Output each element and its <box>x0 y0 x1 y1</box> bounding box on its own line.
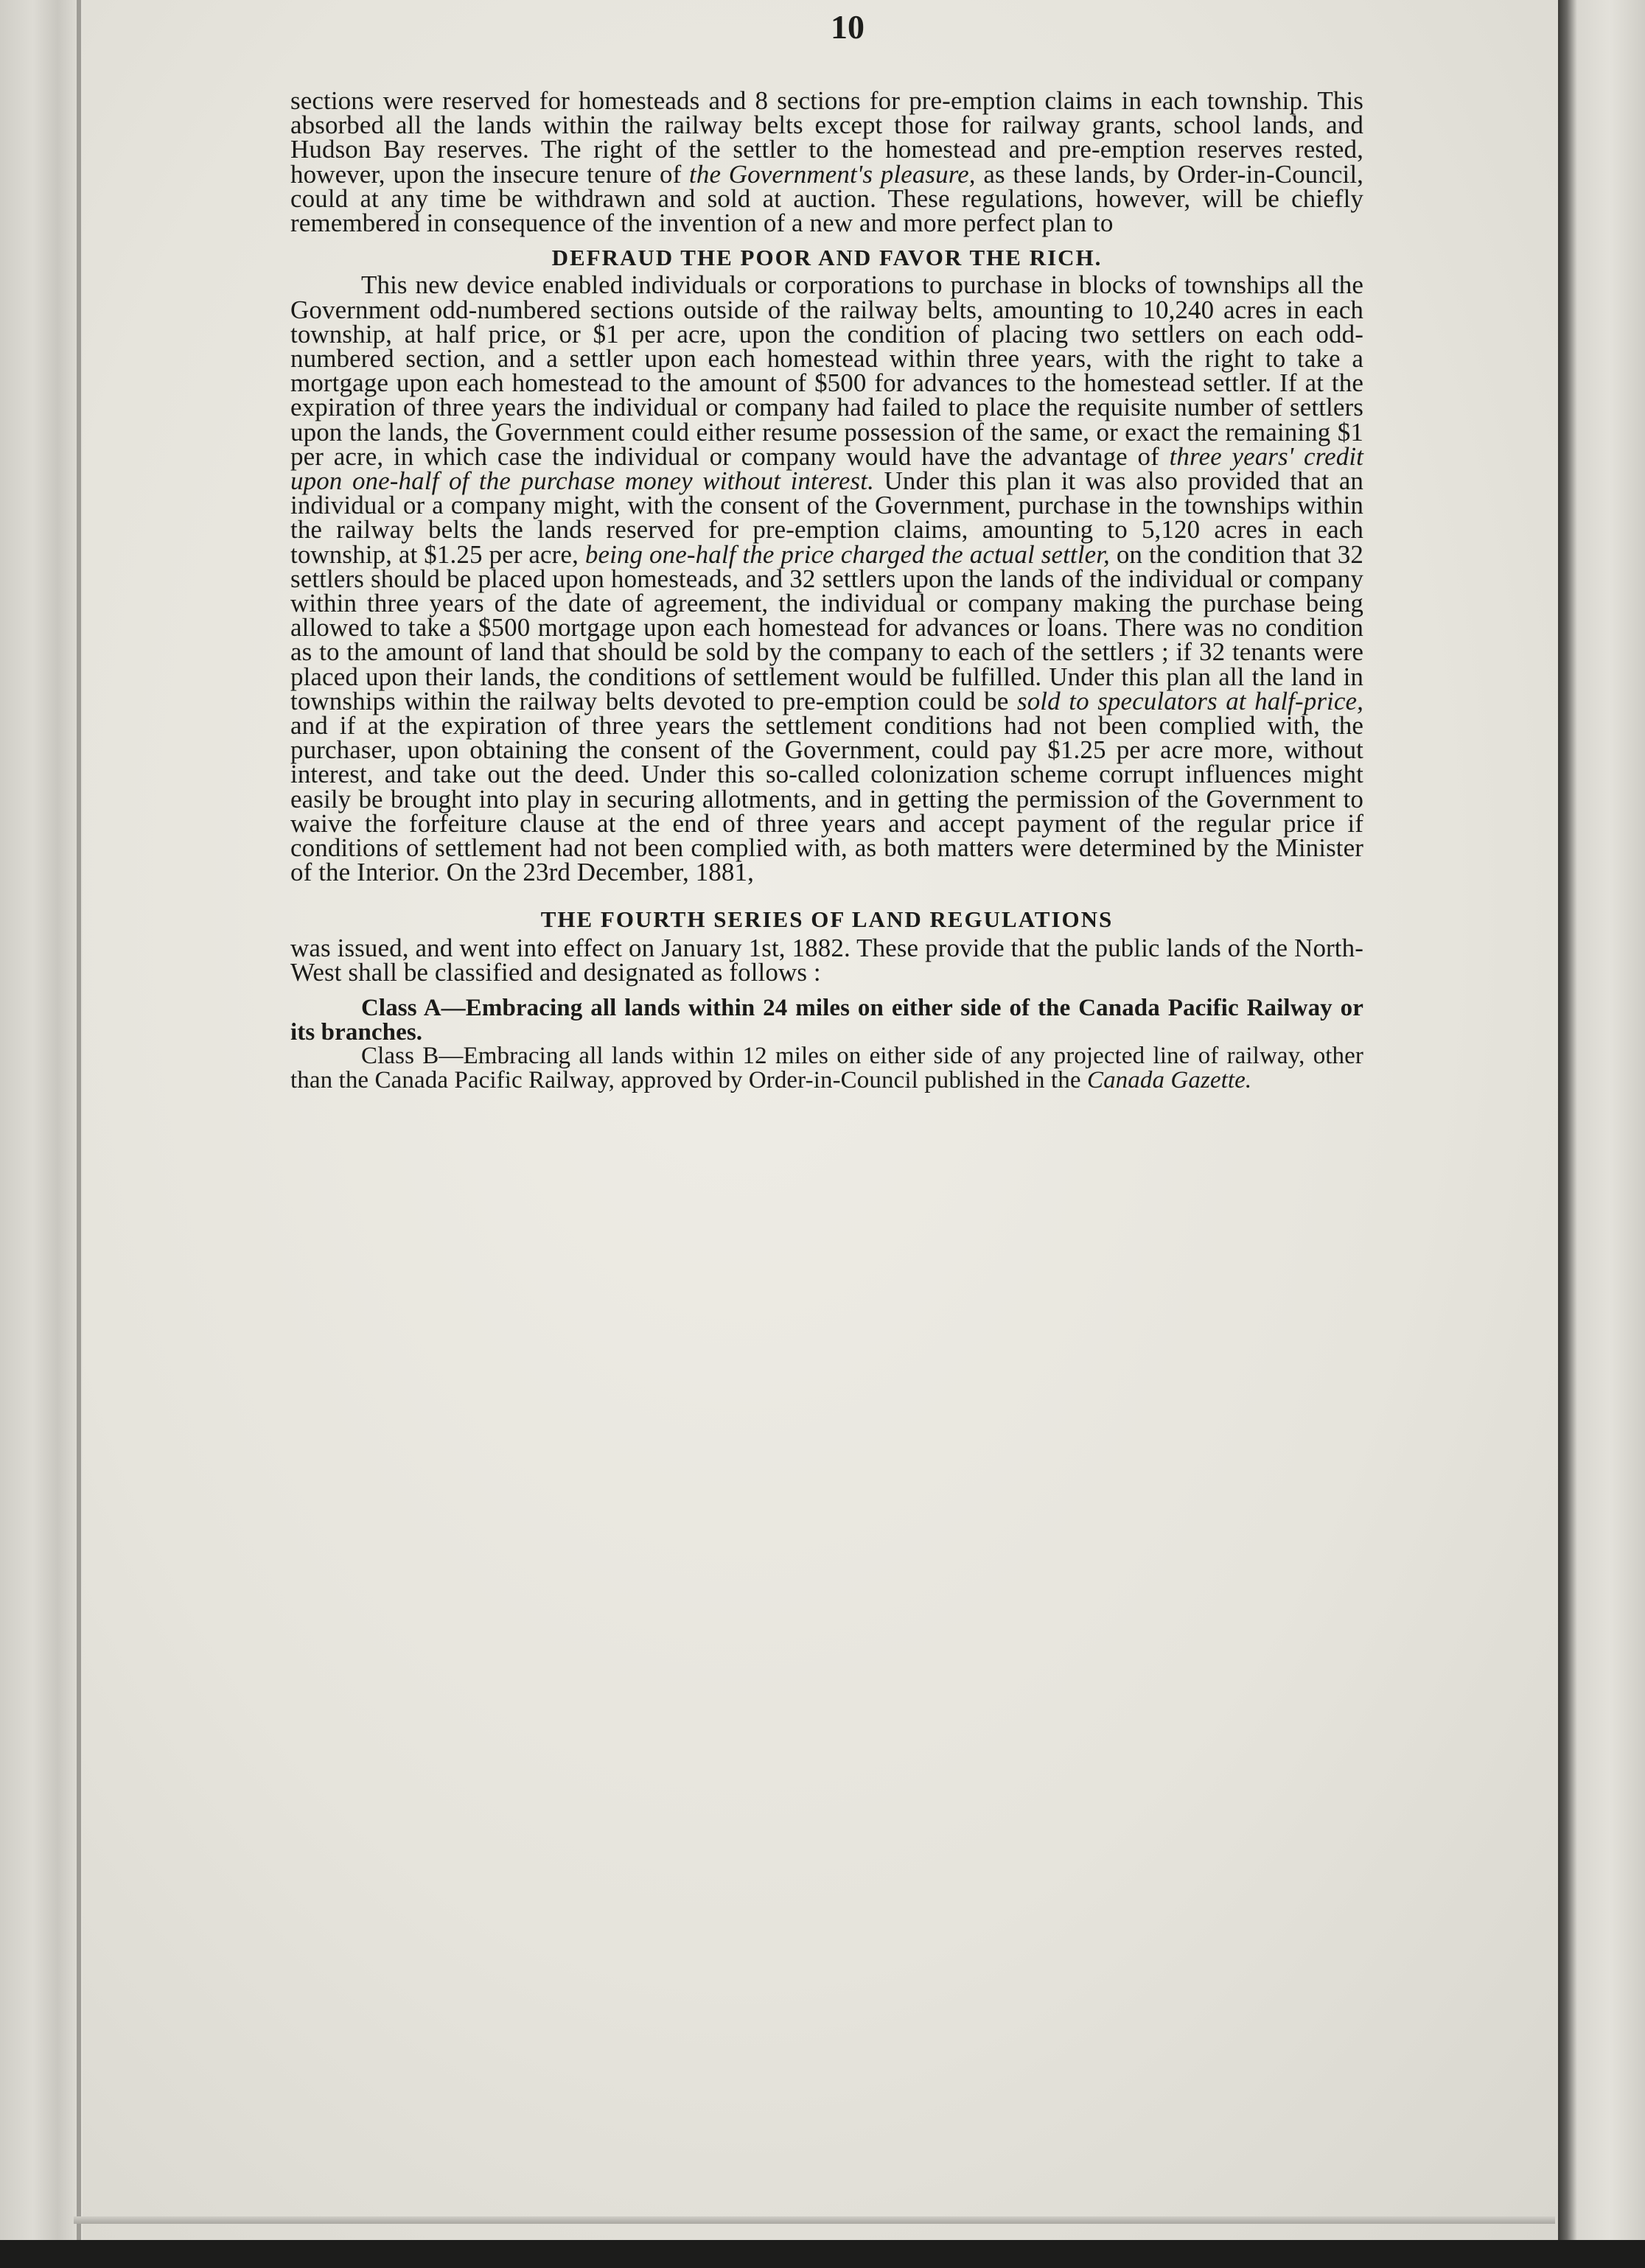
scanner-bottom-band <box>0 2240 1645 2268</box>
page-number: 10 <box>831 8 865 46</box>
section-heading-fourth-series: THE FOURTH SERIES OF LAND REGULATIONS <box>540 906 1114 932</box>
paragraph-2-text-1: This new device enabled individuals or corporations to purchase in blocks of townships all the Government odd-numbered sections outside of the railway belts, amounting to 10,240 acres in each township, at half price, or $1 per acre, upon the condition of placing two settlers on each odd-numbered section, and a settler upon each homestead within three years, with the right to take a mortgage upon each homestead to the amount of $500 for advances to the homestead settler. If at the expiration of three years the individual or company had failed to place the requisite number of settlers upon the lands, the Government could either resume possession of the same, or exact the remaining $1 per acre, in which case the individual or company would have the advantage of <box>290 270 1363 471</box>
paragraph-2-italic-3: sold to speculators at half-price, <box>1016 686 1363 715</box>
body-text <box>290 88 1363 1092</box>
class-b-italic: Canada Gazette. <box>1086 1066 1252 1093</box>
paragraph-1 <box>290 86 1364 238</box>
paragraph-2 <box>290 270 1364 887</box>
paragraph-1-text-2: as these lands, by Order-in-Council, could at any time be withdrawn and sold at auction. These regulations, however, will be chiefly remembered in consequence of the invention of a new and more perfect plan to <box>290 159 1364 238</box>
paragraph-2-italic-1: three years' credit upon one-half of the purchase money without interest. <box>290 441 1363 496</box>
right-page-edge <box>1558 0 1645 2268</box>
paragraph-1-text-1: sections were reserved for homesteads and 8 sections for pre-emption claims in each township. This absorbed all the lands within the railway belts except those for railway grants, school lands, and Hudson Bay reserves. The right of the settler to the homestead and pre-emption reserves rested, however, upon the insecure tenure of <box>290 86 1363 189</box>
class-b-text: Class B—Embracing all lands within 12 miles on either side of any projected line of railway, other than the Canada Pacific Railway, approved by Order-in-Council published in the <box>290 1043 1363 1093</box>
paragraph-2-italic-2: being one-half the price charged the actual settler, <box>584 539 1110 569</box>
paragraph-2-text-3: on the condition that 32 settlers should be placed upon homesteads, and 32 settlers upon the lands of the individual or company within three years of the date of agreement, the individual or company making the purchase being allowed to take a $500 mortgage upon each homestead for advances or loans. There was no condition as to the amount of land that should be sold by the company to each of the settlers ; if 32 tenants were placed upon their lands, the conditions of settlement would be fulfilled. Under this plan all the land in townships within the railway belts devoted to pre-emption could be <box>290 539 1363 715</box>
class-b-item <box>290 1044 1363 1092</box>
paragraph-2-text-4: and if at the expiration of three years the settlement conditions had not been complied with, the purchaser, upon obtaining the consent of the Government, could pay $1.25 per acre more, without interest, and take out the deed. Under this so-called colonization scheme corrupt influences might easily be brought into play in securing allotments, and in getting the permission of the Government to waive the forfeiture clause at the end of three years and accept payment of the regular price if conditions of settlement had not been complied with, as both matters were determined by the Minister of the Interior. On the 23rd December, 1881, <box>290 711 1363 887</box>
gutter-fold <box>77 0 81 2240</box>
bottom-fold <box>74 2216 1555 2224</box>
left-page-edge <box>0 0 83 2268</box>
paragraph-1-italic-1: the Government's pleasure, <box>689 159 976 189</box>
paragraph-3: was issued, and went into effect on January 1st, 1882. These provide that the public lands of the North-West shall be classified and designated as follows : <box>290 933 1363 987</box>
class-a-item: Class A—Embracing all lands within 24 miles on either side of the Canada Pacific Railway or its branches. <box>290 995 1363 1046</box>
section-heading-defraud: DEFRAUD THE POOR AND FAVOR THE RICH. <box>551 245 1103 271</box>
paragraph-2-text-2: Under this plan it was also provided that an individual or a company might, with the consent of the Government, purchase in the townships within the railway belts the lands reserved for pre-emption claims, amounting to 5,120 acres in each township, at $1.25 per acre, <box>290 466 1364 569</box>
